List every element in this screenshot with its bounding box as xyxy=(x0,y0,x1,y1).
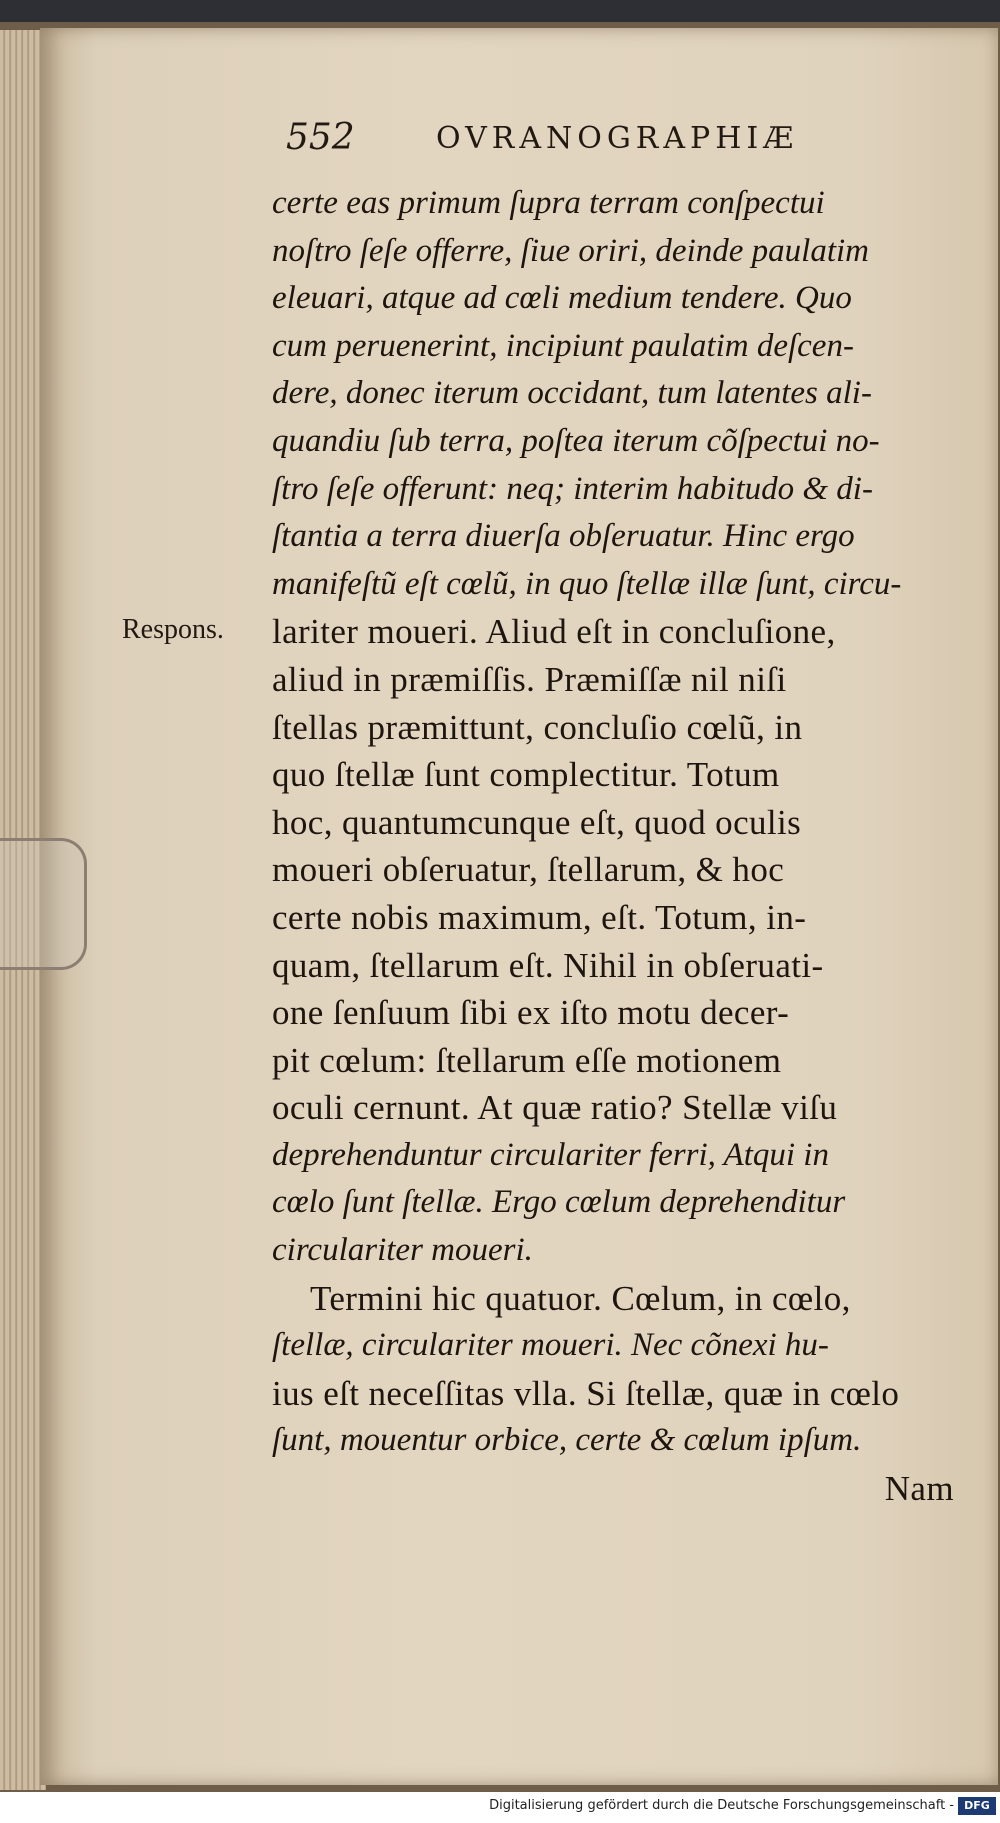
text-line: Termini hic quatuor. Cœlum, in cœlo, xyxy=(310,1278,851,1318)
text-line: ſtellæ, circulariter moueri. Nec cõnexi hu- xyxy=(272,1327,829,1364)
text-line: manifeſtũ eſt cœlũ, in quo ſtellæ illæ ſunt, circu- xyxy=(272,565,902,602)
text-line: eleuari, atque ad cœli medium tendere. Quo xyxy=(272,280,852,317)
text-line: aliud in præmiſſis. Præmiſſæ nil niſi xyxy=(272,659,787,699)
text-line: noſtro ſeſe offerre, ſiue oriri, deinde paulatim xyxy=(272,232,869,269)
text-line: certe nobis maximum, eſt. Totum, in- xyxy=(272,897,807,937)
text-line: dere, donec iterum occidant, tum latentes ali- xyxy=(272,375,872,412)
page-header xyxy=(0,117,1000,167)
text-line: quam, ſtellarum eſt. Nihil in obſeruati- xyxy=(272,945,824,985)
text-line: quandiu ſub terra, poſtea iterum cõſpectui no- xyxy=(272,422,880,459)
text-line: Nam xyxy=(884,1469,954,1509)
page-clip xyxy=(0,838,87,970)
text-line: circulariter moueri. xyxy=(272,1232,533,1269)
text-line: ſtro ſeſe offerunt: neq; interim habitudo & di- xyxy=(272,470,873,507)
text-line: quo ſtellæ ſunt complectitur. Totum xyxy=(272,755,780,795)
text-line: moueri obſeruatur, ſtellarum, & hoc xyxy=(272,850,785,890)
text-line: ſunt, mouentur orbice, certe & cœlum ipſum. xyxy=(272,1422,862,1459)
running-head: OVRANOGRAPHIÆ xyxy=(436,121,799,156)
text-line: ſtantia a terra diuerſa obſeruatur. Hinc ergo xyxy=(272,518,855,555)
text-line: ius eſt neceſſitas vlla. Si ſtellæ, quæ in cœlo xyxy=(272,1373,900,1413)
text-line: cœlo ſunt ſtellæ. Ergo cœlum deprehenditur xyxy=(272,1184,846,1221)
text-line: hoc, quantumcunque eſt, quod oculis xyxy=(272,802,802,842)
dfg-logo: DFG xyxy=(958,1797,996,1815)
margin-note: Respons. xyxy=(122,614,224,645)
text-line: lariter moueri. Aliud eſt in concluſione, xyxy=(272,612,836,652)
text-line: oculi cernunt. At quæ ratio? Stellæ viſu xyxy=(272,1088,838,1128)
text-line: one ſenſuum ſibi ex iſto motu decer- xyxy=(272,993,790,1033)
text-line: cum peruenerint, incipiunt paulatim deſcen- xyxy=(272,327,854,364)
text-line: deprehenduntur circulariter ferri, Atqui in xyxy=(272,1136,829,1173)
text-line: pit cœlum: ſtellarum eſſe motionem xyxy=(272,1040,782,1080)
page-number: 552 xyxy=(286,117,355,158)
digitization-credit: Digitalisierung gefördert durch die Deutsche Forschungsgemeinschaft - xyxy=(489,1798,954,1813)
body-text xyxy=(272,180,962,1513)
text-line: ſtellas præmittunt, concluſio cœlũ, in xyxy=(272,707,803,747)
text-line: certe eas primum ſupra terram conſpectui xyxy=(272,185,825,221)
